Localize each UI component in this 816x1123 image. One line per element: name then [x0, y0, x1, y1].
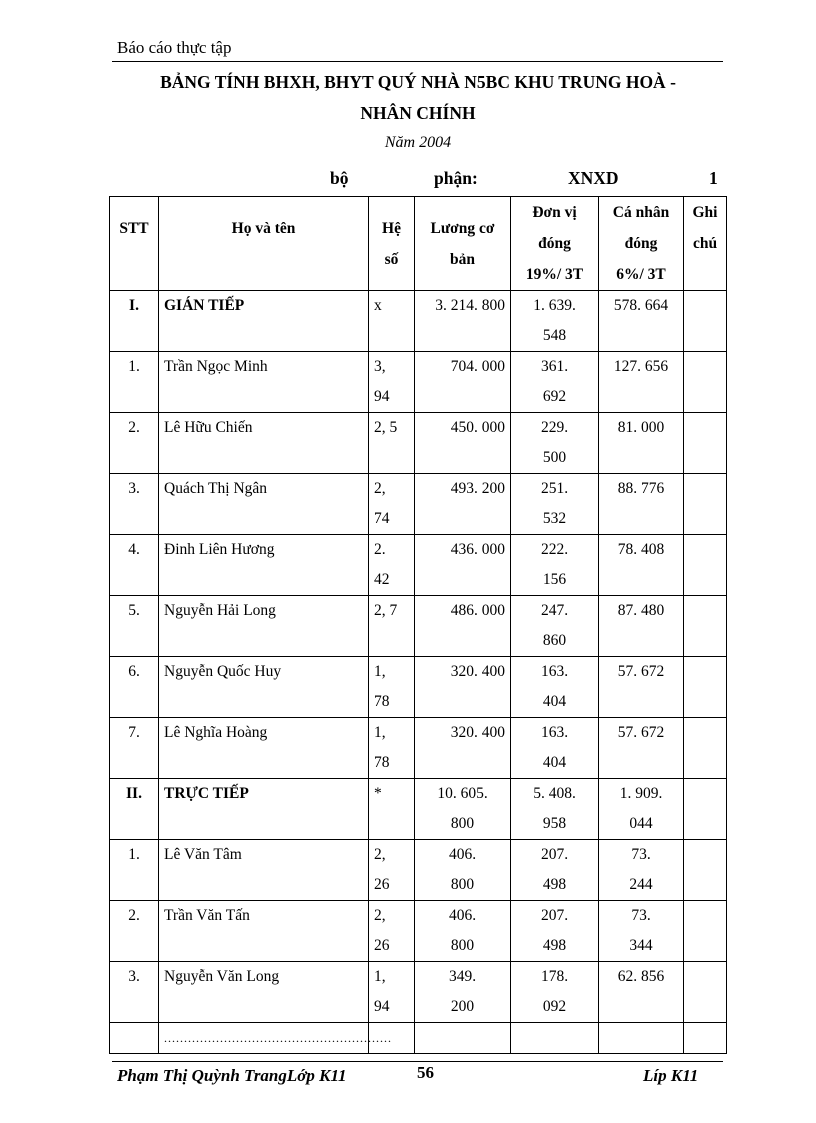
table-row — [110, 413, 727, 474]
cell-note — [684, 901, 727, 962]
cell-name: GIÁN TIẾP — [159, 291, 369, 352]
cell-coef: 1, 94 — [369, 962, 415, 1023]
doc-title-line1: BẢNG TÍNH BHXH, BHYT QUÝ NHÀ N5BC KHU TRUNG HOÀ - — [160, 72, 676, 92]
cell-salary: 436. 000 — [415, 535, 511, 596]
cell-unit: 207. 498 — [511, 840, 599, 901]
table-row — [110, 779, 727, 840]
cell-salary: 349. 200 — [415, 962, 511, 1023]
cell-unit: 163. 404 — [511, 657, 599, 718]
cell-coef: 3, 94 — [369, 352, 415, 413]
col-header-person: Cá nhân đóng 6%/ 3T — [599, 197, 684, 291]
table-row — [110, 718, 727, 779]
cell-stt: 3. — [110, 962, 159, 1023]
dept-number: 1 — [709, 168, 718, 188]
cell-note — [684, 352, 727, 413]
doc-title-line2: NHÂN CHÍNH — [360, 103, 476, 123]
cell-salary: 10. 605. 800 — [415, 779, 511, 840]
cell-person: 57. 672 — [599, 718, 684, 779]
cell-person: 73. 344 — [599, 901, 684, 962]
cell-name: Lê Hữu Chiến — [159, 413, 369, 474]
cell-name: Lê Văn Tâm — [159, 840, 369, 901]
cell-stt: 6. — [110, 657, 159, 718]
header-divider — [112, 61, 723, 62]
table-row — [110, 535, 727, 596]
cell-stt: 2. — [110, 413, 159, 474]
cell-name: Nguyễn Quốc Huy — [159, 657, 369, 718]
cell-stt: 2. — [110, 901, 159, 962]
cell-person: 78. 408 — [599, 535, 684, 596]
table-row — [110, 840, 727, 901]
cell-note — [684, 474, 727, 535]
cell-salary: 320. 400 — [415, 657, 511, 718]
cell-coef: 2, 5 — [369, 413, 415, 474]
cell-coef: 2. 42 — [369, 535, 415, 596]
cell-name: Đinh Liên Hương — [159, 535, 369, 596]
table-row — [110, 474, 727, 535]
cell-coef: 1, 78 — [369, 718, 415, 779]
cell-name: Nguyễn Hải Long — [159, 596, 369, 657]
cell-stt: 4. — [110, 535, 159, 596]
cell-note — [684, 962, 727, 1023]
col-header-unit: Đơn vị đóng 19%/ 3T — [511, 197, 599, 291]
table-header-row — [110, 197, 727, 291]
table-row — [110, 291, 727, 352]
cell-unit: 361. 692 — [511, 352, 599, 413]
cell-salary: 704. 000 — [415, 352, 511, 413]
cell-stt: 7. — [110, 718, 159, 779]
cell-person: 62. 856 — [599, 962, 684, 1023]
cell-unit: 251. 532 — [511, 474, 599, 535]
cell-unit: 5. 408. 958 — [511, 779, 599, 840]
cell-coef: x — [369, 291, 415, 352]
cell-stt: 3. — [110, 474, 159, 535]
cell-name: Trần Văn Tấn — [159, 901, 369, 962]
page-header: Báo cáo thực tập — [117, 38, 232, 57]
dept-label-word2: phận: — [434, 168, 478, 188]
cell-person: 578. 664 — [599, 291, 684, 352]
col-header-note: Ghi chú — [684, 197, 727, 291]
cell-name: Lê Nghĩa Hoàng — [159, 718, 369, 779]
cell-unit: 163. 404 — [511, 718, 599, 779]
cell-salary: 493. 200 — [415, 474, 511, 535]
cell-person: 127. 656 — [599, 352, 684, 413]
cell-person: 88. 776 — [599, 474, 684, 535]
cell-note — [684, 779, 727, 840]
doc-year: Năm 2004 — [384, 134, 452, 151]
cell-note — [684, 657, 727, 718]
cell-coef: * — [369, 779, 415, 840]
footer-author: Phạm Thị Quỳnh TrangLớp K11 — [117, 1066, 347, 1085]
table-row — [110, 657, 727, 718]
col-header-salary: Lương cơ bản — [415, 197, 511, 291]
cell-coef: 2, 26 — [369, 840, 415, 901]
cell-salary: 450. 000 — [415, 413, 511, 474]
cell-unit: 1. 639. 548 — [511, 291, 599, 352]
cell-coef: 2, 26 — [369, 901, 415, 962]
insurance-table — [109, 196, 727, 1054]
cell-salary: 406. 800 — [415, 901, 511, 962]
dept-name: XNXD — [568, 168, 619, 188]
cell-note — [684, 535, 727, 596]
cell-unit: 247. 860 — [511, 596, 599, 657]
cell-name: Quách Thị Ngân — [159, 474, 369, 535]
cell-stt: II. — [110, 779, 159, 840]
cell-unit: 207. 498 — [511, 901, 599, 962]
cell-person: 87. 480 — [599, 596, 684, 657]
cell-salary: 406. 800 — [415, 840, 511, 901]
cell-note — [684, 840, 727, 901]
cell-coef: 1, 78 — [369, 657, 415, 718]
cell-stt: I. — [110, 291, 159, 352]
cell-stt: 5. — [110, 596, 159, 657]
table-row — [110, 962, 727, 1023]
cell-stt: 1. — [110, 840, 159, 901]
cell-salary: 3. 214. 800 — [415, 291, 511, 352]
cell-coef: 2, 74 — [369, 474, 415, 535]
cell-name: Nguyễn Văn Long — [159, 962, 369, 1023]
cell-note — [684, 413, 727, 474]
col-header-coef: Hệ số — [369, 197, 415, 291]
col-header-name: Họ và tên — [159, 197, 369, 291]
footer-class: Líp K11 — [643, 1066, 699, 1085]
cell-unit: 178. 092 — [511, 962, 599, 1023]
col-header-stt: STT — [110, 197, 159, 291]
cell-name: TRỰC TIẾP — [159, 779, 369, 840]
page-number: 56 — [417, 1063, 434, 1082]
cell-person: 81. 000 — [599, 413, 684, 474]
cell-name: Trần Ngọc Minh — [159, 352, 369, 413]
table-row — [110, 901, 727, 962]
table-row-blank — [110, 1023, 727, 1054]
footer-divider — [112, 1061, 723, 1062]
cell-note — [684, 596, 727, 657]
dept-label-word1: bộ — [330, 168, 349, 188]
cell-person: 73. 244 — [599, 840, 684, 901]
cell-coef: 2, 7 — [369, 596, 415, 657]
cell-unit: 229. 500 — [511, 413, 599, 474]
cell-person: 57. 672 — [599, 657, 684, 718]
cell-unit: 222. 156 — [511, 535, 599, 596]
table-row — [110, 596, 727, 657]
cell-person: 1. 909. 044 — [599, 779, 684, 840]
cell-stt: 1. — [110, 352, 159, 413]
table-row — [110, 352, 727, 413]
cell-note — [684, 718, 727, 779]
cell-salary: 486. 000 — [415, 596, 511, 657]
cell-note — [684, 291, 727, 352]
dots-cell: ......................................................... — [159, 1023, 369, 1054]
cell-salary: 320. 400 — [415, 718, 511, 779]
